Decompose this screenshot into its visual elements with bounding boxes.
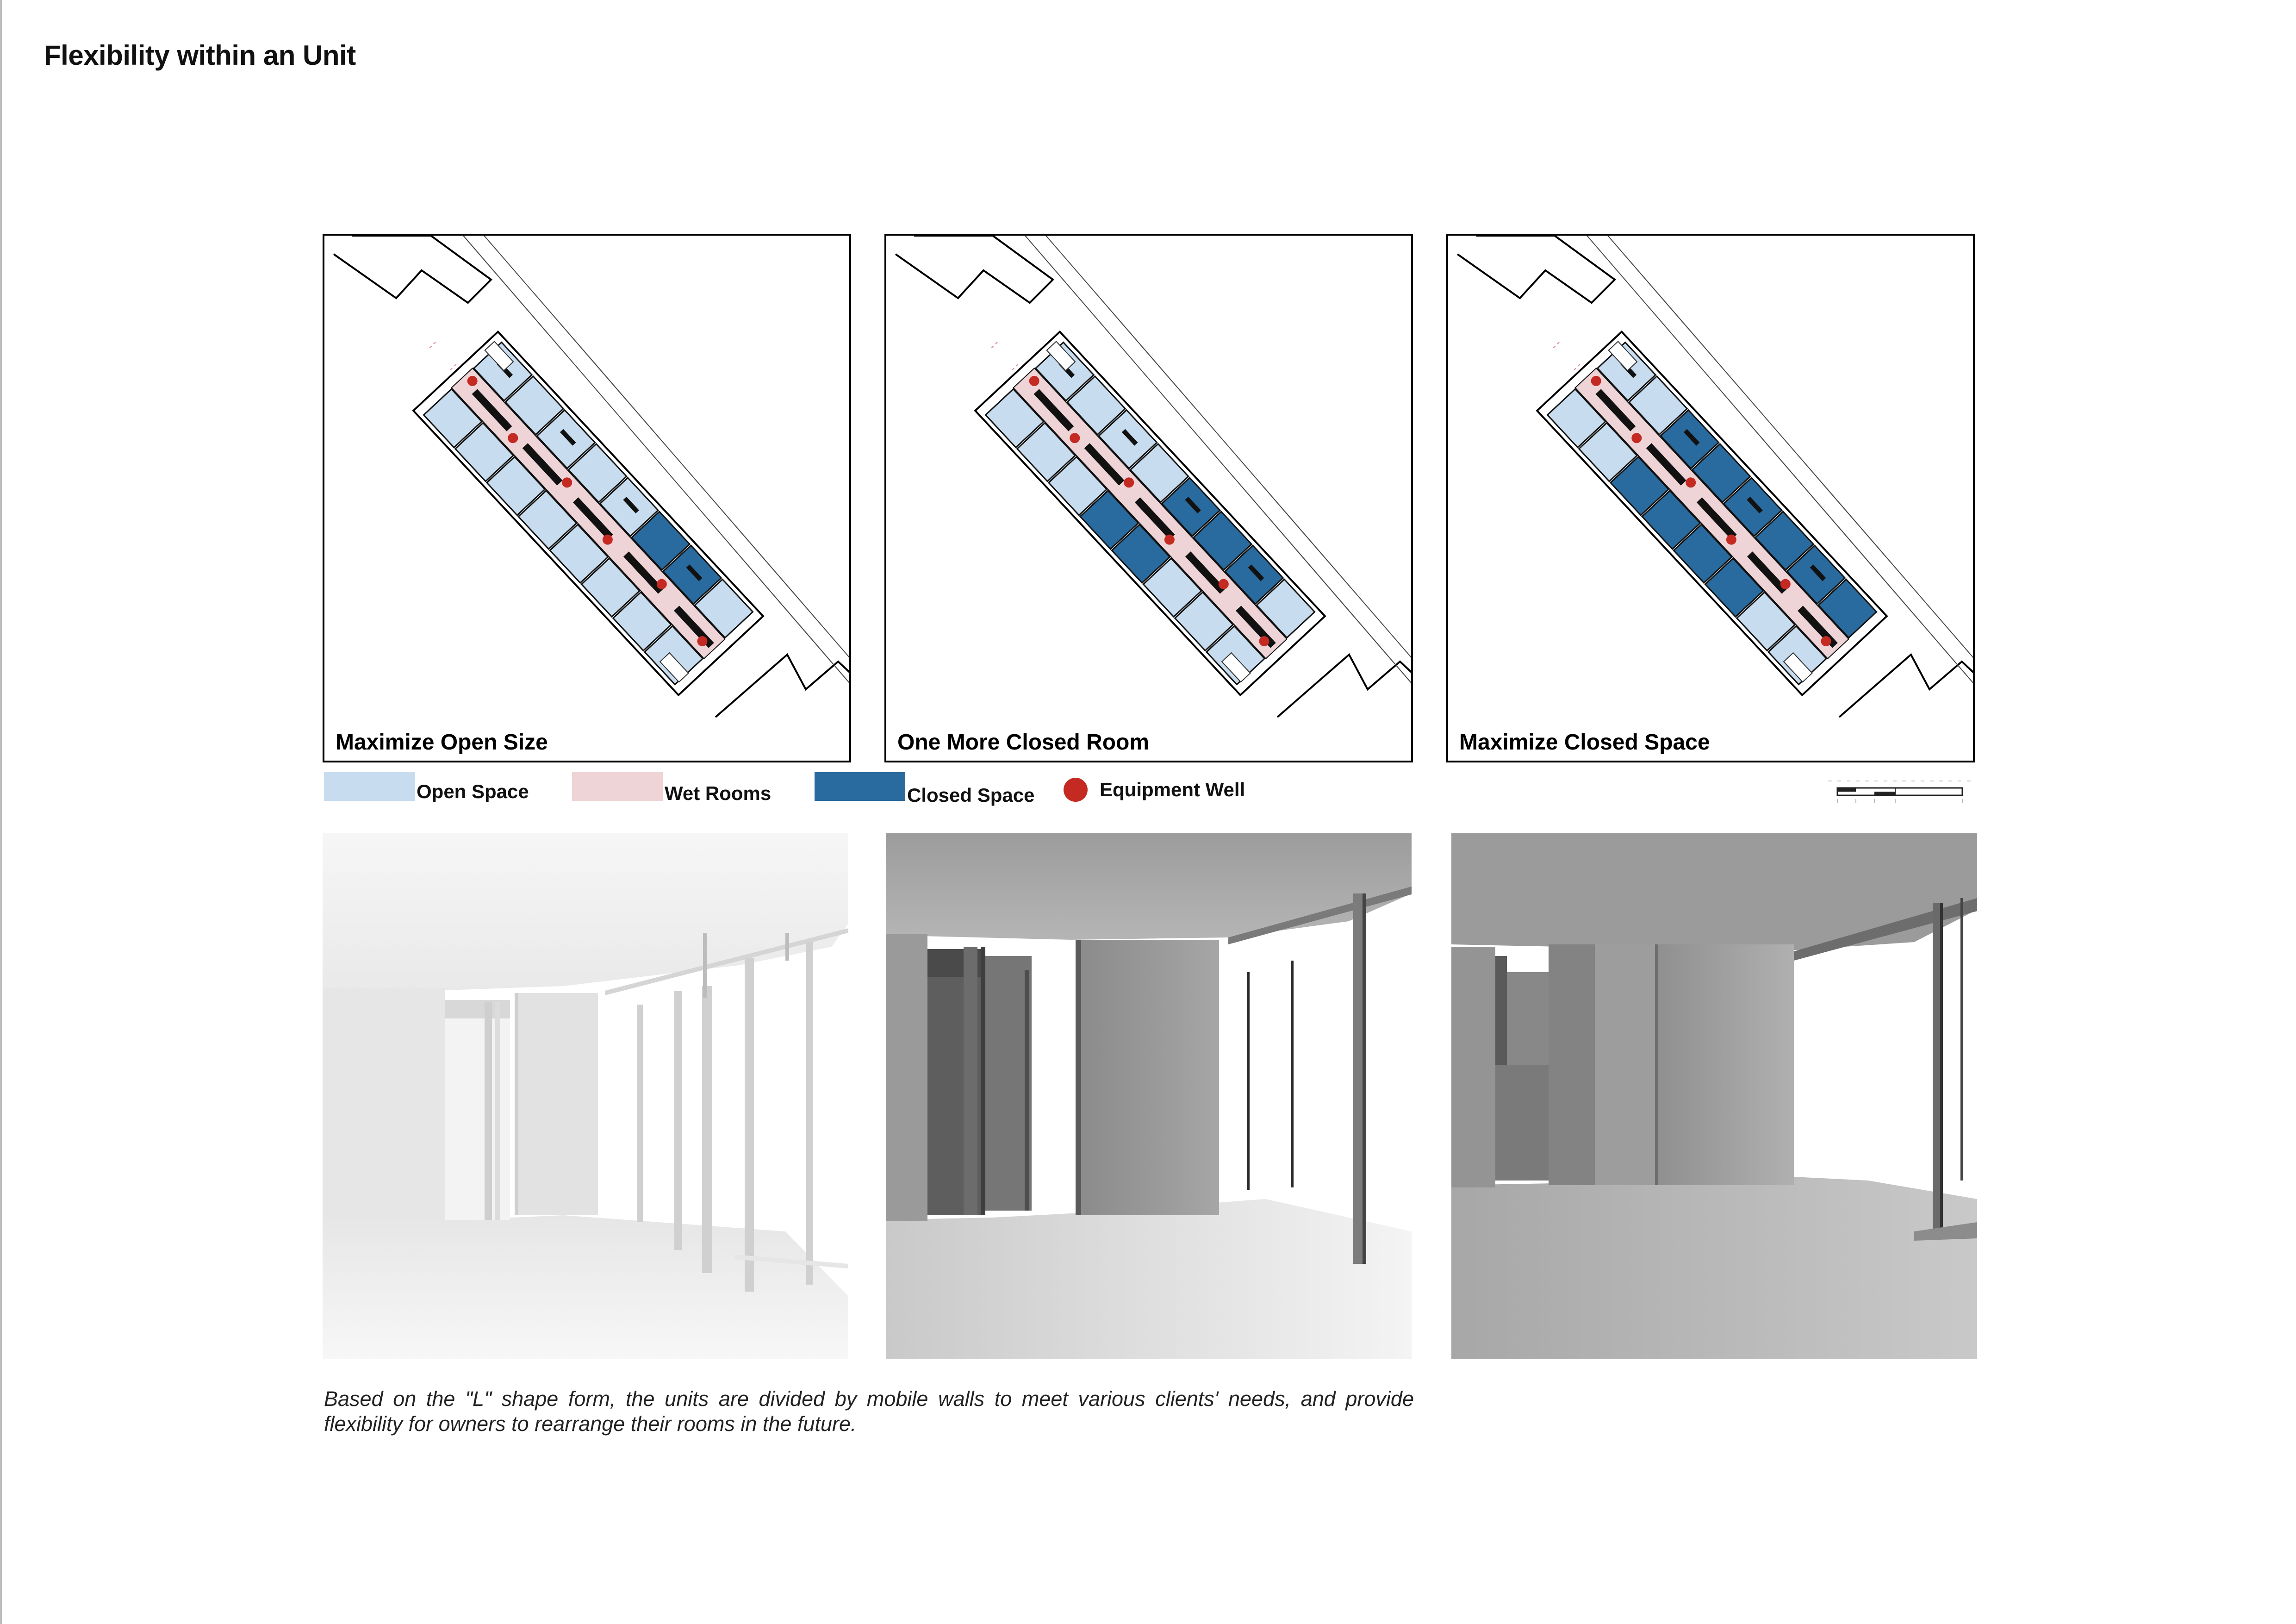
closed-space-interior-render-icon xyxy=(1451,833,1977,1359)
one-closed-room-interior-render-icon xyxy=(886,833,1412,1359)
floor-plan-one-more-closed xyxy=(886,236,1413,762)
plan-panel-closed-space xyxy=(1446,234,1975,762)
equipment-well-dot-icon xyxy=(1064,778,1088,802)
description-paragraph: Based on the "L" shape form, the units are divided by mobile walls to meet various clients' needs, and provide flexibility for owners to rearrange their rooms in the future. xyxy=(324,1387,1414,1436)
page-title: Flexibility within an Unit xyxy=(44,40,356,71)
wet-rooms-swatch xyxy=(572,772,663,801)
legend-label: Closed Space xyxy=(907,784,1035,806)
closed-space-swatch xyxy=(815,772,905,801)
interior-render-open-size xyxy=(323,833,848,1359)
neighbour-building-bottom xyxy=(716,655,851,762)
legend-label: Equipment Well xyxy=(1100,779,1245,800)
unit-strip xyxy=(413,332,763,695)
neighbour-building-top xyxy=(896,236,1053,303)
unit-strip xyxy=(975,332,1325,695)
scale-bar-icon xyxy=(1828,779,1981,811)
plan-panel-open-size xyxy=(323,234,851,762)
legend-label: Open Space xyxy=(417,781,529,802)
bright-open-interior-render-icon xyxy=(323,833,848,1359)
neighbour-building-bottom xyxy=(1839,655,1975,762)
open-space-swatch xyxy=(324,772,415,801)
floor-plan-closed-space xyxy=(1448,236,1975,762)
neighbour-building-top xyxy=(1457,236,1615,303)
legend xyxy=(324,772,1342,809)
interior-render-closed-space xyxy=(1451,833,1977,1359)
floor-plan-open-size xyxy=(324,236,851,762)
plan-panel-one-more-closed xyxy=(884,234,1413,762)
neighbour-building-top xyxy=(334,236,491,303)
page-border xyxy=(0,0,2,1624)
plan-caption: Maximize Closed Space xyxy=(1456,729,1713,756)
unit-strip xyxy=(1537,332,1887,695)
plan-caption: Maximize Open Size xyxy=(333,729,551,756)
legend-label: Wet Rooms xyxy=(665,782,772,804)
interior-render-one-more-closed xyxy=(886,833,1412,1359)
plan-caption: One More Closed Room xyxy=(895,729,1152,756)
neighbour-building-bottom xyxy=(1277,655,1413,762)
